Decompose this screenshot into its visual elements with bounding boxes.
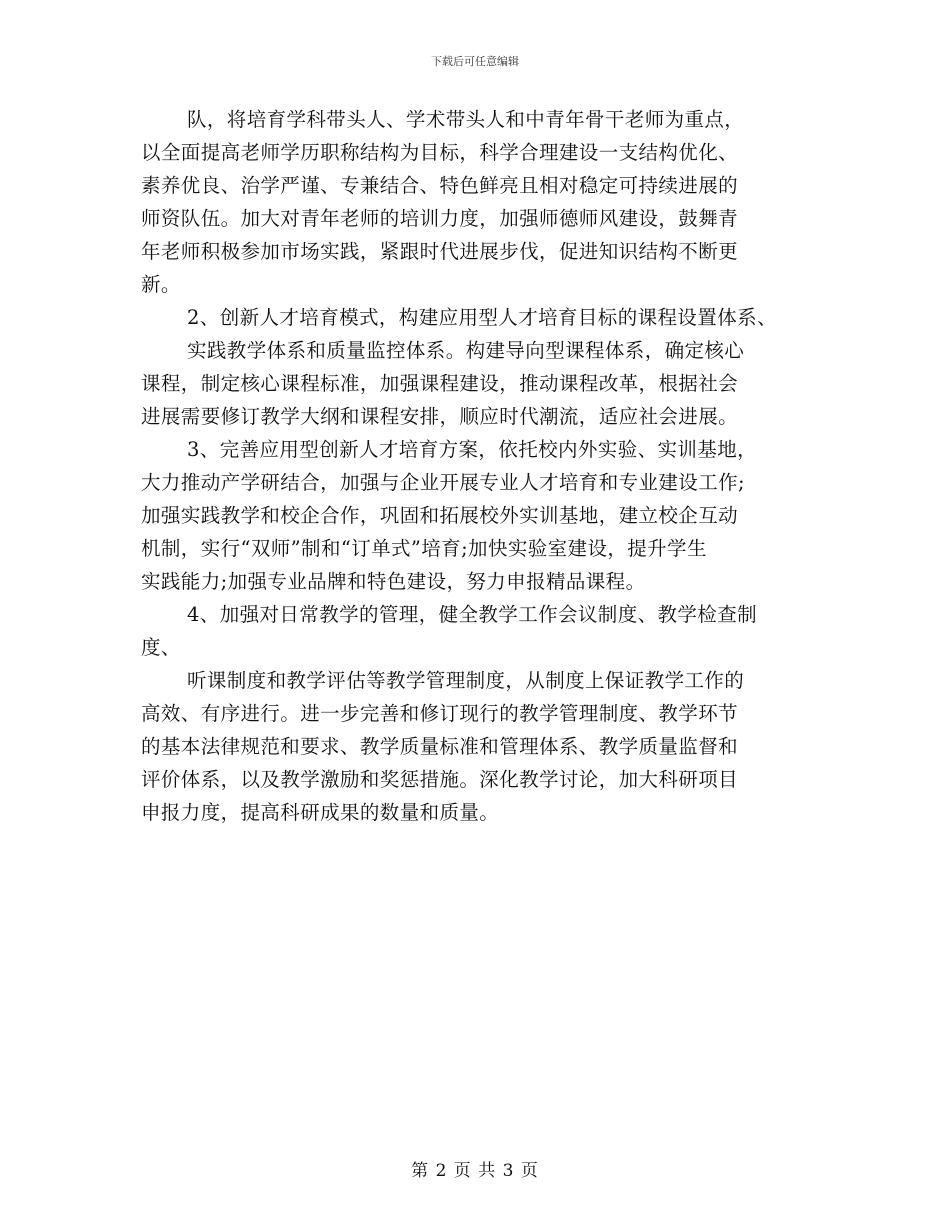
body-line: 课程，制定核心课程标准，加强课程建设，推动课程改革，根据社会	[141, 372, 739, 395]
body-line: 高效、有序进行。进一步完善和修订现行的教学管理制度、教学环节	[141, 702, 739, 725]
body-line: 年老师积极参加市场实践，紧跟时代进展步伐，促进知识结构不断更	[141, 240, 739, 263]
page-number-footer: 第 2 页 共 3 页	[411, 1161, 539, 1181]
body-line: 度、	[141, 636, 181, 659]
body-line: 队，将培育学科带头人、学术带头人和中青年骨干老师为重点，	[187, 108, 745, 131]
body-line: 加强实践教学和校企合作，巩固和拓展校外实训基地，建立校企互动	[141, 504, 739, 527]
page-header-note: 下载后可任意编辑	[431, 55, 519, 68]
body-line: 听课制度和教学评估等教学管理制度，从制度上保证教学工作的	[187, 669, 745, 692]
body-line: 4、加强对日常教学的管理，健全教学工作会议制度、教学检查制	[187, 603, 758, 626]
body-line: 评价体系，以及教学激励和奖惩措施。深化教学讨论，加大科研项目	[141, 768, 739, 791]
body-line: 实践教学体系和质量监控体系。构建导向型课程体系，确定核心	[187, 339, 745, 362]
body-line: 师资队伍。加大对青年老师的培训力度，加强师德师风建设，鼓舞青	[141, 207, 739, 230]
body-line: 以全面提高老师学历职称结构为目标，科学合理建设一支结构优化、	[141, 141, 739, 164]
body-line: 2、创新人才培育模式，构建应用型人才培育目标的课程设置体系、	[187, 306, 777, 329]
body-line: 新。	[141, 273, 181, 296]
body-line: 申报力度，提高科研成果的数量和质量。	[141, 801, 500, 824]
body-line: 素养优良、治学严谨、专兼结合、特色鲜亮且相对稳定可持续进展的	[141, 174, 739, 197]
body-line: 机制，实行“双师”制和“订单式”培育;加快实验室建设，提升学生	[141, 537, 707, 560]
body-line: 的基本法律规范和要求、教学质量标准和管理体系、教学质量监督和	[141, 735, 739, 758]
body-line: 实践能力;加强专业品牌和特色建设，努力申报精品课程。	[141, 570, 646, 593]
body-line: 进展需要修订教学大纲和课程安排，顺应时代潮流，适应社会进展。	[141, 405, 739, 428]
body-line: 大力推动产学研结合，加强与企业开展专业人才培育和专业建设工作;	[141, 471, 745, 494]
body-line: 3、完善应用型创新人才培育方案，依托校内外实验、实训基地，	[187, 438, 758, 461]
